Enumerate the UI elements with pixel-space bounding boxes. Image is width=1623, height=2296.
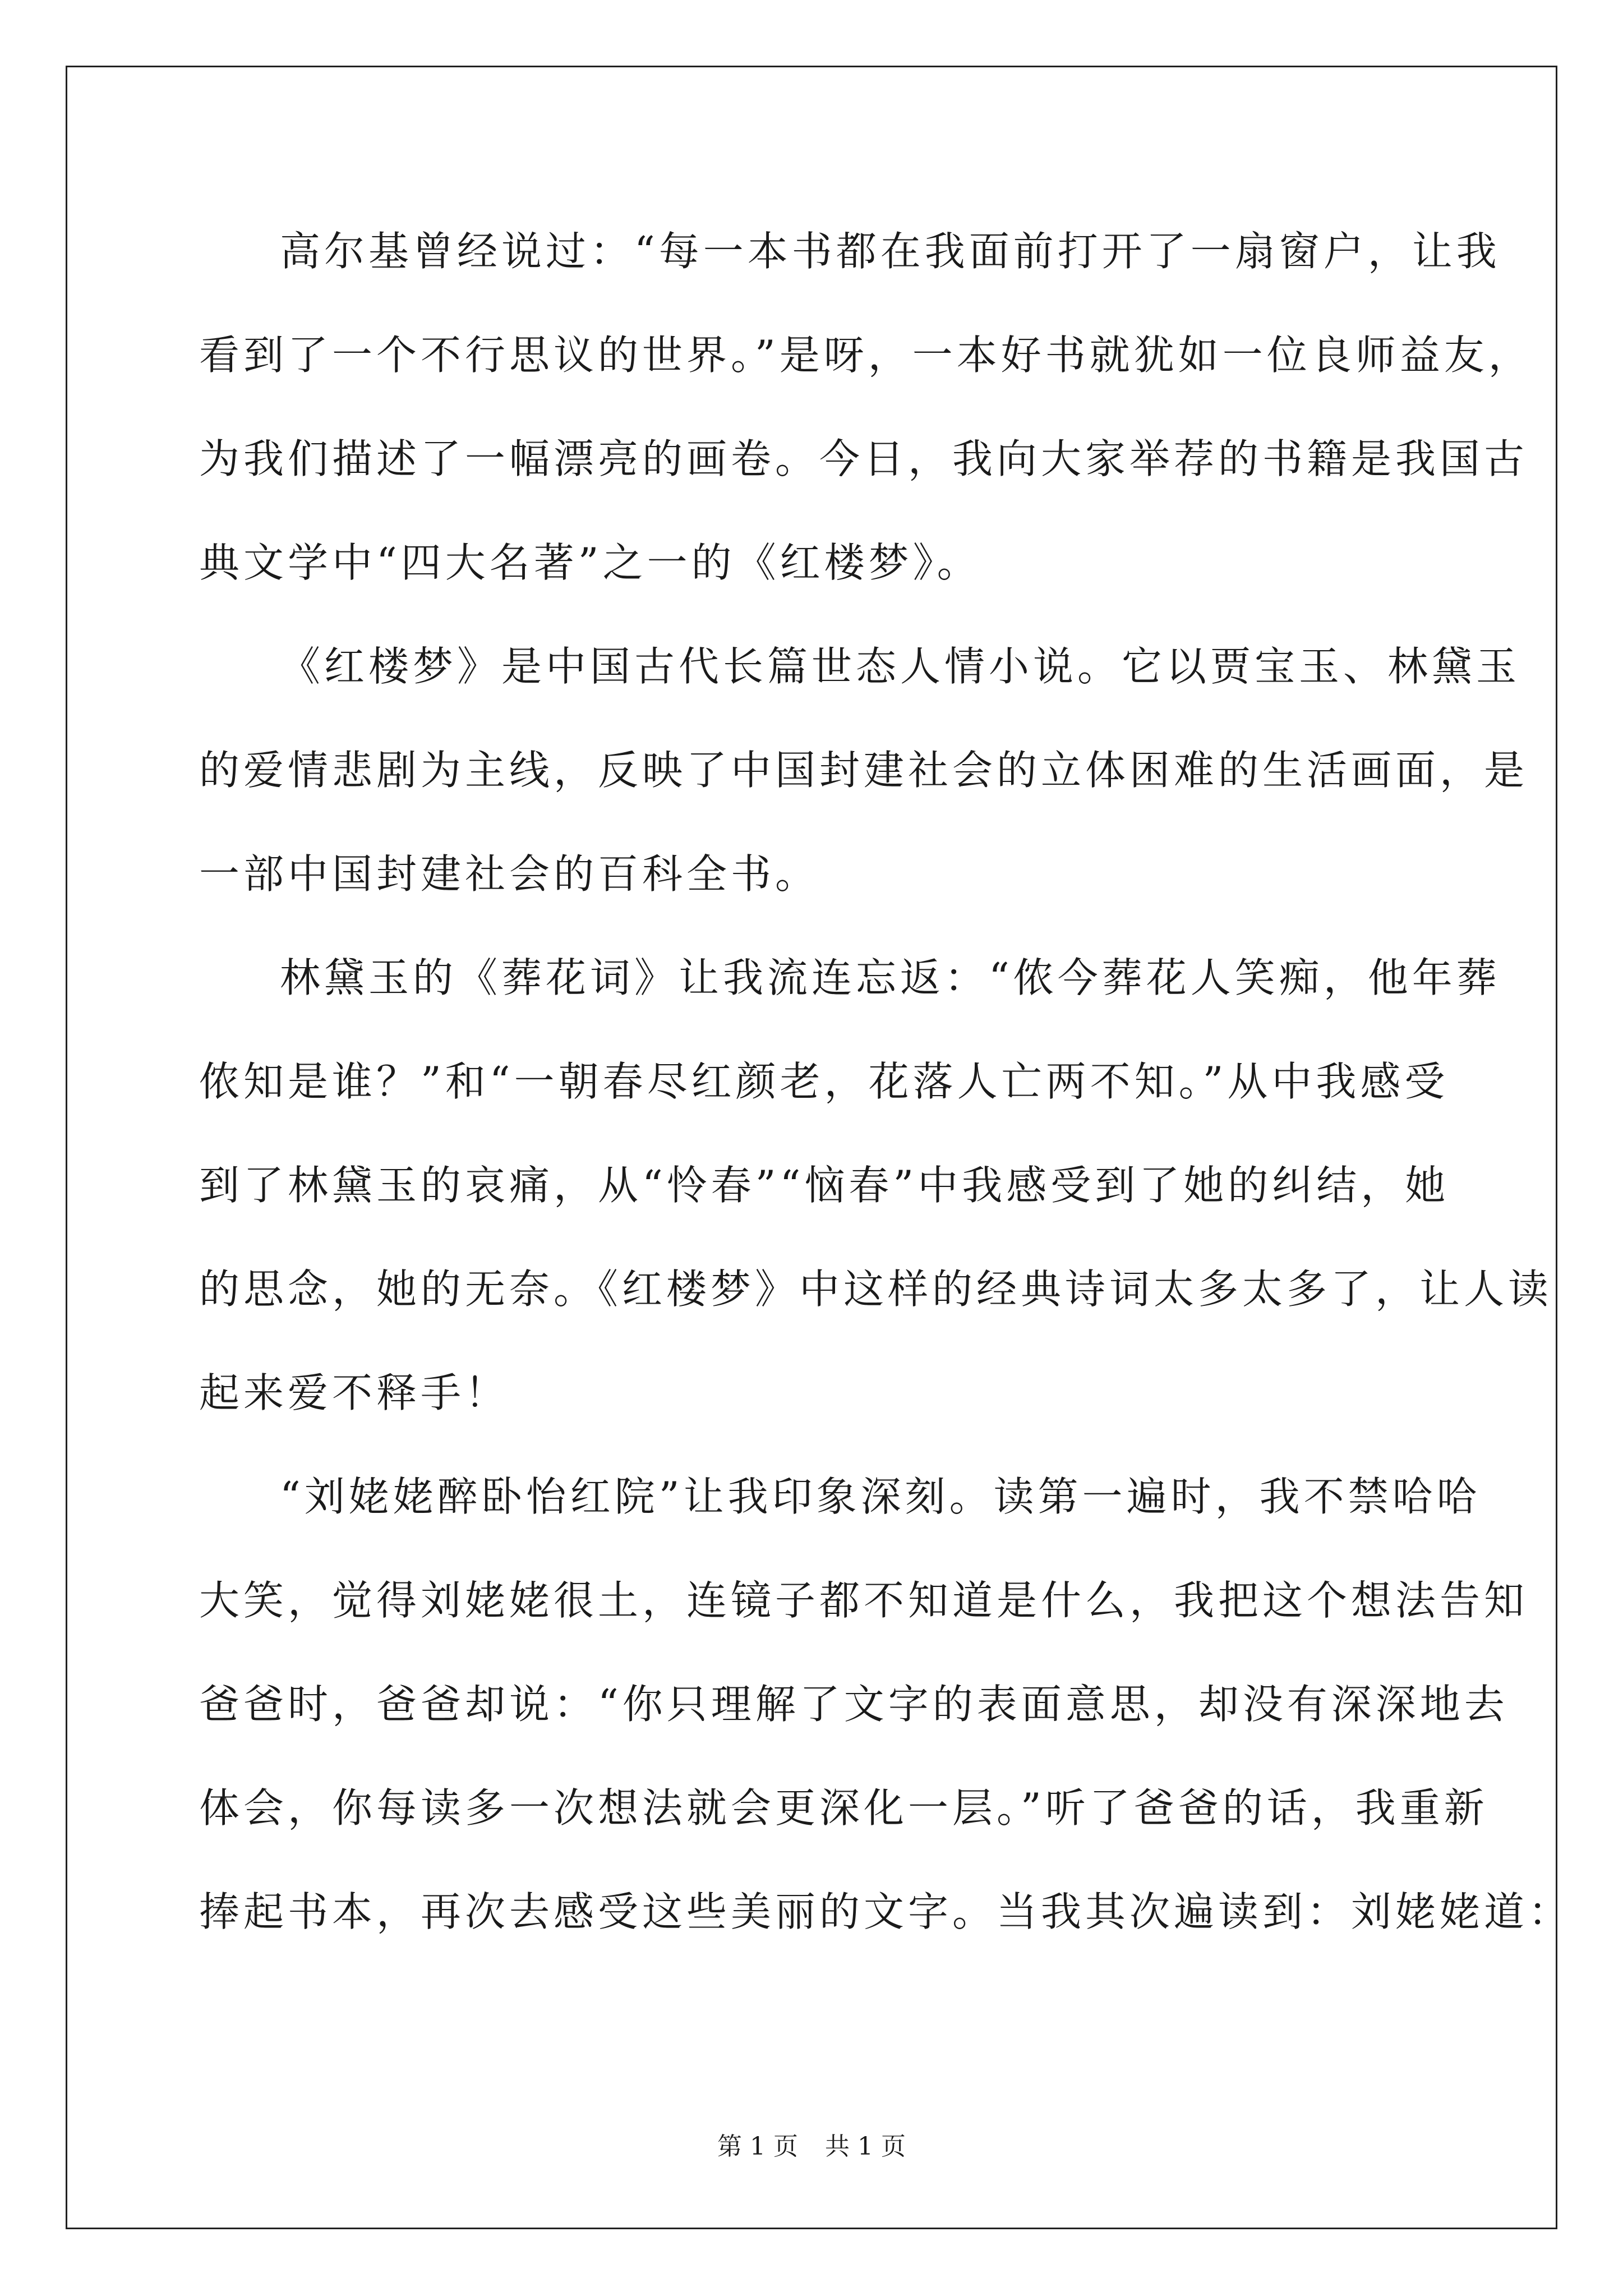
paragraph-line: “刘姥姥醉卧怡红院”让我印象深刻。读第一遍时，我不禁哈哈 — [280, 1473, 1481, 1520]
page-number: 第 1 页 — [717, 2132, 798, 2161]
paragraph-line: 侬知是谁？”和“一朝春尽红颜老，花落人亡两不知。”从中我感受 — [199, 1058, 1449, 1105]
paragraph-line: 高尔基曾经说过：“每一本书都在我面前打开了一扇窗户，让我 — [280, 228, 1501, 275]
paragraph-line: 《红楼梦》是中国古代长篇世态人情小说。它以贾宝玉、林黛玉 — [280, 643, 1521, 690]
paragraph-line: 典文学中“四大名著”之一的《红楼梦》。 — [199, 539, 981, 586]
paragraph-line: 为我们描述了一幅漂亮的画卷。今日，我向大家举荐的书籍是我国古 — [199, 435, 1529, 482]
paragraph-line: 大笑，觉得刘姥姥很土，连镜子都不知道是什么，我把这个想法告知 — [199, 1577, 1529, 1624]
paragraph-line: 到了林黛玉的哀痛，从“怜春”“恼春”中我感受到了她的纠结，她 — [199, 1162, 1450, 1209]
paragraph-line: 的爱情悲剧为主线，反映了中国封建社会的立体困难的生活画面，是 — [199, 747, 1529, 794]
page-footer — [0, 2130, 1623, 2164]
paragraph-line: 看到了一个不行思议的世界。”是呀，一本好书就犹如一位良师益友， — [199, 332, 1533, 379]
paragraph-line: 体会，你每读多一次想法就会更深化一层。”听了爸爸的话，我重新 — [199, 1784, 1488, 1832]
paragraph-line: 起来爱不释手！ — [199, 1369, 510, 1416]
page-total: 共 1 页 — [825, 2132, 906, 2161]
paragraph-line: 捧起书本，再次去感受这些美丽的文字。当我其次遍读到：刘姥姥道： — [199, 1888, 1573, 1935]
paragraph-line: 的思念，她的无奈。《红楼梦》中这样的经典诗词太多太多了，让人读 — [199, 1266, 1553, 1313]
paragraph-line: 林黛玉的《葬花词》让我流连忘返：“侬今葬花人笑痴，他年葬 — [280, 954, 1501, 1001]
paragraph-line: 爸爸时，爸爸却说：“你只理解了文字的表面意思，却没有深深地去 — [199, 1681, 1509, 1728]
document-body — [199, 218, 1573, 1982]
paragraph-line: 一部中国封建社会的百科全书。 — [199, 850, 820, 898]
